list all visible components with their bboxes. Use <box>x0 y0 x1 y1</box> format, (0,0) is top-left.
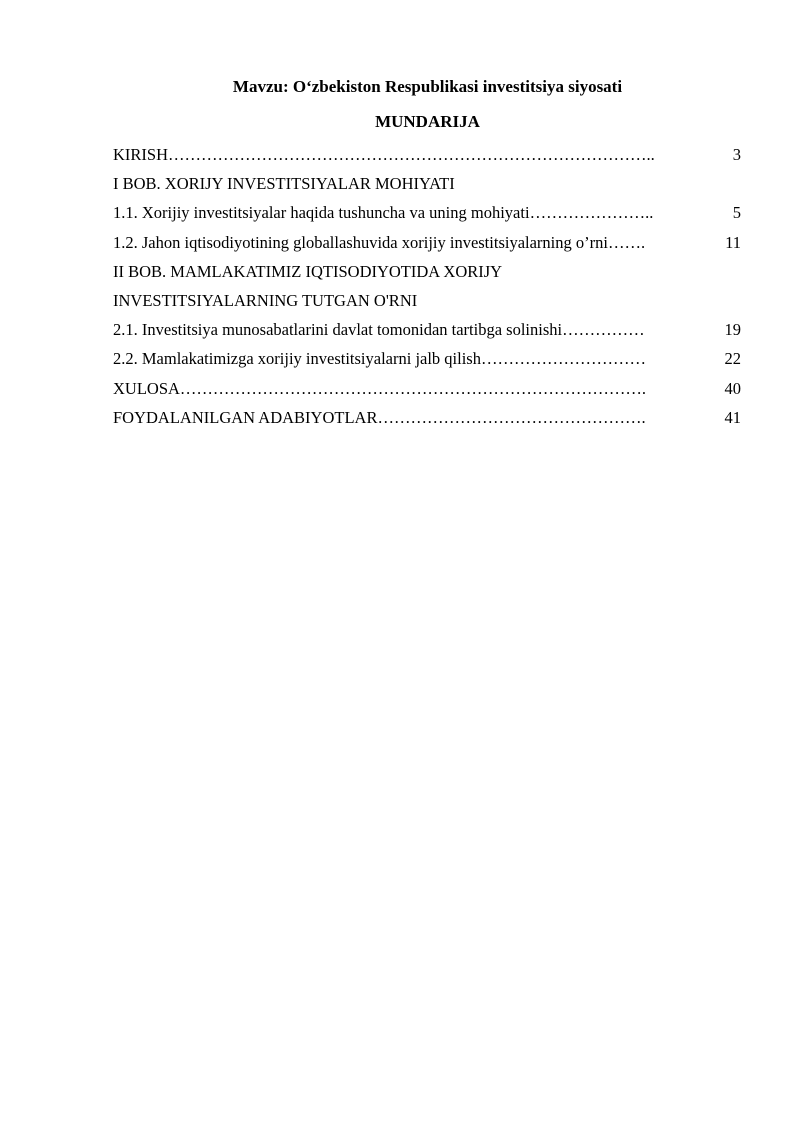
toc-page-number: 19 <box>724 320 741 340</box>
toc-page-number: 41 <box>724 407 741 427</box>
toc-entry-references <box>113 403 741 432</box>
toc-dot-leader: …………………………………………. <box>377 407 646 427</box>
toc-dot-leader: ………………………… <box>480 349 646 369</box>
toc-chapter-2-title-line-2: INVESTITSIYALARNING TUTGAN O'RNI <box>113 290 418 310</box>
toc-chapter-2-title-line-1: II BOB. MAMLAKATIMIZ IQTISODIYOTIDA XORIJY <box>113 261 503 281</box>
toc-entry-section-1-1 <box>113 198 741 227</box>
toc-entry-title: 1.1. Xorijiy investitsiyalar haqida tushuncha va uning mohiyati <box>113 203 530 223</box>
toc-dot-leader: …………… <box>562 320 645 340</box>
toc-entry-conclusion <box>113 374 741 403</box>
toc-entry-title: XULOSA <box>113 378 180 398</box>
document-topic: Mavzu: O‘zbekiston Respublikasi investitsiya siyosati <box>232 77 623 96</box>
toc-dot-leader: …………………………………………………………………………. <box>179 378 647 398</box>
toc-page-number: 40 <box>724 378 741 398</box>
table-of-contents <box>113 140 741 432</box>
toc-page-number: 3 <box>732 145 741 164</box>
toc-entry-title: FOYDALANILGAN ADABIYOTLAR <box>113 407 378 427</box>
toc-chapter-1-title: I BOB. XORIJY INVESTITSIYALAR MOHIYATI <box>113 174 455 194</box>
toc-entry-section-2-2 <box>113 344 741 373</box>
toc-dot-leader: …………………………………………………………………………….. <box>168 145 655 164</box>
toc-page-number: 22 <box>724 349 741 369</box>
toc-dot-leader: ………………….. <box>529 203 654 223</box>
toc-entry-section-1-2 <box>113 228 741 257</box>
toc-entry-title: KIRISH <box>113 145 169 164</box>
contents-heading: MUNDARIJA <box>375 112 480 131</box>
toc-entry-title: 2.1. Investitsiya munosabatlarini davlat tomonidan tartibga solinishi <box>113 320 563 340</box>
toc-entry-section-2-1 <box>113 315 741 344</box>
toc-page-number: 5 <box>732 203 741 223</box>
toc-page-number: 11 <box>725 232 741 252</box>
toc-dot-leader: ……. <box>607 232 646 252</box>
toc-entry-introduction <box>113 140 741 169</box>
toc-entry-title: 2.2. Mamlakatimizga xorijiy investitsiyalarni jalb qilish <box>113 349 481 369</box>
toc-entry-title: 1.2. Jahon iqtisodiyotining globallashuvida xorijiy investitsiyalarning o’rni <box>113 232 608 252</box>
